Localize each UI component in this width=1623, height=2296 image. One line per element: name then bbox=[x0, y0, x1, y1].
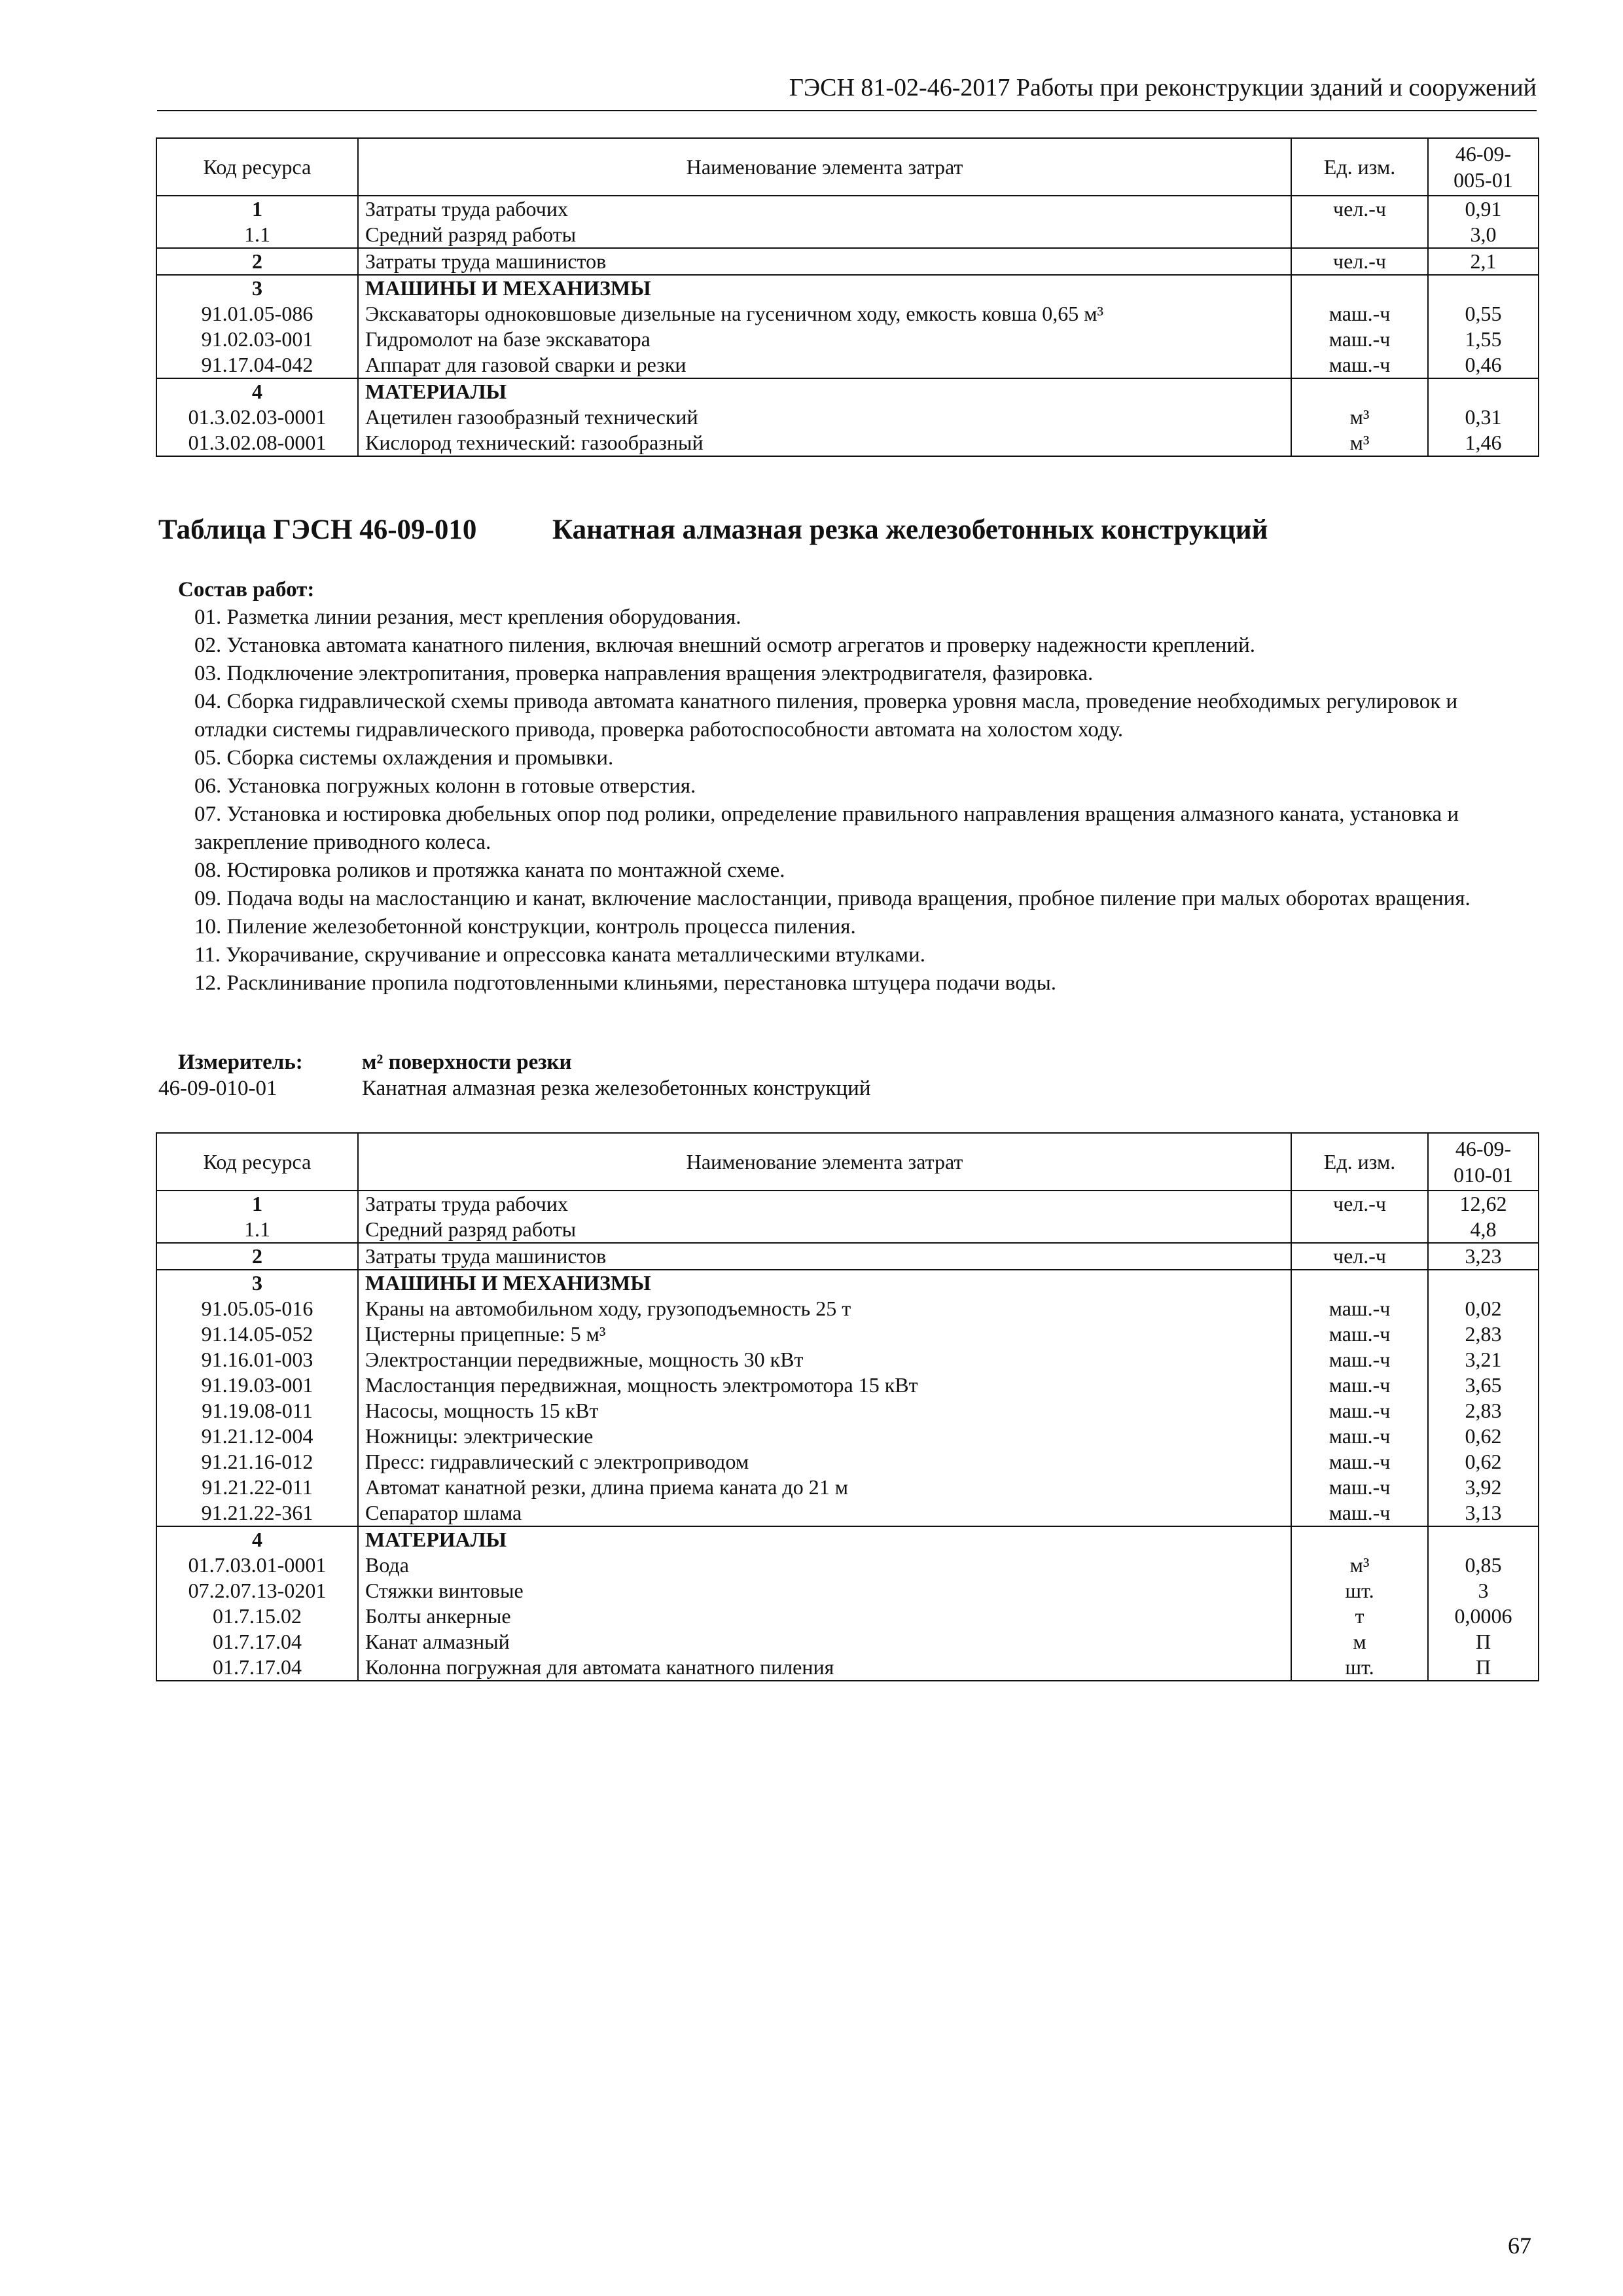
cell-name: Пресс: гидравлический с электроприводом bbox=[358, 1449, 1291, 1475]
cell-name: Ацетилен газообразный технический bbox=[358, 404, 1291, 430]
table-row bbox=[156, 275, 1539, 301]
cell-unit: чел.-ч bbox=[1291, 196, 1428, 222]
cell-name: Маслостанция передвижная, мощность электромотора 15 кВт bbox=[358, 1372, 1291, 1398]
table-header-row bbox=[156, 1133, 1539, 1191]
cell-name: Электростанции передвижные, мощность 30 кВт bbox=[358, 1347, 1291, 1372]
cell-name: Вода bbox=[358, 1552, 1291, 1578]
cell-code: 1 bbox=[156, 1191, 358, 1217]
cell-code: 91.16.01-003 bbox=[156, 1347, 358, 1372]
cell-unit: чел.-ч bbox=[1291, 1243, 1428, 1270]
cell-value: 4,8 bbox=[1428, 1217, 1539, 1243]
cell-code: 01.3.02.08-0001 bbox=[156, 430, 358, 456]
cell-unit: маш.-ч bbox=[1291, 1475, 1428, 1500]
cell-code: 01.7.17.04 bbox=[156, 1629, 358, 1655]
cell-name: Автомат канатной резки, длина приема каната до 21 м bbox=[358, 1475, 1291, 1500]
cell-code: 91.19.03-001 bbox=[156, 1372, 358, 1398]
table-row bbox=[156, 1398, 1539, 1424]
cell-unit: маш.-ч bbox=[1291, 1296, 1428, 1321]
norm-description: Канатная алмазная резка железобетонных конструкций bbox=[362, 1077, 871, 1100]
work-item: 04. Сборка гидравлической схемы привода автомата канатного пиления, проверка уровня масла, проведение необходимых регулировок и отладки системы гидравлического привода, проверка работоспособности автомата на холостом ходу. bbox=[194, 690, 1458, 742]
cell-name: МАШИНЫ И МЕХАНИЗМЫ bbox=[358, 275, 1291, 301]
cell-name: Затраты труда рабочих bbox=[358, 1191, 1291, 1217]
cell-name: Затраты труда машинистов bbox=[358, 1243, 1291, 1270]
work-item: 07. Установка и юстировка дюбельных опор под ролики, определение правильного направления вращения алмазного каната, установка и закрепление приводного колеса. bbox=[194, 802, 1459, 854]
table-row bbox=[156, 352, 1539, 378]
cell-code: 91.21.22-011 bbox=[156, 1475, 358, 1500]
cell-unit: маш.-ч bbox=[1291, 327, 1428, 352]
cell-unit bbox=[1291, 1217, 1428, 1243]
section-title-code: Таблица ГЭСН 46-09-010 bbox=[158, 514, 477, 545]
header-norm: 46-09- 005-01 bbox=[1428, 138, 1539, 196]
cell-code: 91.14.05-052 bbox=[156, 1321, 358, 1347]
cell-code: 91.05.05-016 bbox=[156, 1296, 358, 1321]
cell-code: 3 bbox=[156, 275, 358, 301]
cell-value: 0,62 bbox=[1428, 1449, 1539, 1475]
cell-name: Канат алмазный bbox=[358, 1629, 1291, 1655]
cell-value: 2,83 bbox=[1428, 1321, 1539, 1347]
header-name: Наименование элемента затрат bbox=[358, 1133, 1291, 1191]
cell-unit: м³ bbox=[1291, 430, 1428, 456]
cell-unit: маш.-ч bbox=[1291, 352, 1428, 378]
table-row bbox=[156, 248, 1539, 275]
cell-unit: м³ bbox=[1291, 404, 1428, 430]
work-item: 02. Установка автомата канатного пиления, включая внешний осмотр агрегатов и проверку надежности креплений. bbox=[194, 634, 1255, 657]
cell-unit: чел.-ч bbox=[1291, 1191, 1428, 1217]
cell-code: 2 bbox=[156, 1243, 358, 1270]
cell-value: 0,31 bbox=[1428, 404, 1539, 430]
running-header-text: ГЭСН 81-02-46-2017 Работы при реконструкции зданий и сооружений bbox=[789, 74, 1537, 101]
cell-name: Краны на автомобильном ходу, грузоподъемность 25 т bbox=[358, 1296, 1291, 1321]
norm-code: 46-09-010-01 bbox=[158, 1077, 277, 1100]
table-row bbox=[156, 1629, 1539, 1655]
cell-code: 1 bbox=[156, 196, 358, 222]
header-name: Наименование элемента затрат bbox=[358, 138, 1291, 196]
header-code: Код ресурса bbox=[156, 1133, 358, 1191]
resource-table-46-09-010 bbox=[156, 1132, 1539, 1681]
cell-value: 0,62 bbox=[1428, 1424, 1539, 1449]
cell-unit bbox=[1291, 275, 1428, 301]
table-row bbox=[156, 1296, 1539, 1321]
cell-name: Насосы, мощность 15 кВт bbox=[358, 1398, 1291, 1424]
table-row bbox=[156, 1243, 1539, 1270]
work-item: 06. Установка погружных колонн в готовые отверстия. bbox=[194, 774, 696, 798]
resource-table-46-09-005 bbox=[156, 137, 1539, 457]
table-row bbox=[156, 1347, 1539, 1372]
cell-code: 1.1 bbox=[156, 222, 358, 248]
cell-value: 0,0006 bbox=[1428, 1604, 1539, 1629]
table-row bbox=[156, 1270, 1539, 1296]
cell-value: 0,91 bbox=[1428, 196, 1539, 222]
table-row bbox=[156, 1655, 1539, 1681]
cell-code: 3 bbox=[156, 1270, 358, 1296]
cell-unit: маш.-ч bbox=[1291, 1398, 1428, 1424]
cell-code: 01.7.15.02 bbox=[156, 1604, 358, 1629]
table-row bbox=[156, 404, 1539, 430]
cell-name: Кислород технический: газообразный bbox=[358, 430, 1291, 456]
cell-value: 3,65 bbox=[1428, 1372, 1539, 1398]
cell-unit bbox=[1291, 222, 1428, 248]
page-number: 67 bbox=[1508, 2233, 1531, 2259]
cell-unit: шт. bbox=[1291, 1655, 1428, 1681]
cell-value bbox=[1428, 378, 1539, 404]
cell-name: Средний разряд работы bbox=[358, 222, 1291, 248]
section-title-text: Канатная алмазная резка железобетонных конструкций bbox=[552, 514, 1268, 545]
cell-value: 0,85 bbox=[1428, 1552, 1539, 1578]
cell-name: Сепаратор шлама bbox=[358, 1500, 1291, 1526]
table-header-row bbox=[156, 138, 1539, 196]
table-row bbox=[156, 1449, 1539, 1475]
cell-code: 01.7.17.04 bbox=[156, 1655, 358, 1681]
work-item: 10. Пиление железобетонной конструкции, контроль процесса пиления. bbox=[194, 915, 856, 939]
cell-code: 91.02.03-001 bbox=[156, 327, 358, 352]
header-norm: 46-09- 010-01 bbox=[1428, 1133, 1539, 1191]
table-row bbox=[156, 196, 1539, 222]
cell-unit bbox=[1291, 1526, 1428, 1552]
header-unit: Ед. изм. bbox=[1291, 1133, 1428, 1191]
cell-value: 0,46 bbox=[1428, 352, 1539, 378]
cell-unit: маш.-ч bbox=[1291, 1500, 1428, 1526]
table-row bbox=[156, 222, 1539, 248]
table-row bbox=[156, 1424, 1539, 1449]
cell-code: 91.21.16-012 bbox=[156, 1449, 358, 1475]
cell-name: МАТЕРИАЛЫ bbox=[358, 1526, 1291, 1552]
cell-value: 3,0 bbox=[1428, 222, 1539, 248]
cell-unit: м bbox=[1291, 1629, 1428, 1655]
cell-value: 3,23 bbox=[1428, 1243, 1539, 1270]
cell-name: Средний разряд работы bbox=[358, 1217, 1291, 1243]
cell-code: 91.21.22-361 bbox=[156, 1500, 358, 1526]
table-row bbox=[156, 327, 1539, 352]
cell-value: П bbox=[1428, 1655, 1539, 1681]
cell-unit: шт. bbox=[1291, 1578, 1428, 1604]
cell-value bbox=[1428, 275, 1539, 301]
measure-value: м² поверхности резки bbox=[362, 1050, 572, 1074]
work-item: 09. Подача воды на маслостанцию и канат, включение маслостанции, привода вращения, пробное пиление при малых оборотах вращения. bbox=[194, 887, 1471, 910]
table-row bbox=[156, 1217, 1539, 1243]
cell-unit: маш.-ч bbox=[1291, 1449, 1428, 1475]
cell-value: 3,21 bbox=[1428, 1347, 1539, 1372]
cell-code: 91.19.08-011 bbox=[156, 1398, 358, 1424]
cell-name: Экскаваторы одноковшовые дизельные на гусеничном ходу, емкость ковша 0,65 м³ bbox=[358, 301, 1291, 327]
cell-value bbox=[1428, 1270, 1539, 1296]
cell-code: 01.3.02.03-0001 bbox=[156, 404, 358, 430]
table-row bbox=[156, 1321, 1539, 1347]
cell-unit: маш.-ч bbox=[1291, 1372, 1428, 1398]
cell-value: 3,13 bbox=[1428, 1500, 1539, 1526]
table-row bbox=[156, 378, 1539, 404]
header-unit: Ед. изм. bbox=[1291, 138, 1428, 196]
cell-unit: чел.-ч bbox=[1291, 248, 1428, 275]
cell-value: 3,92 bbox=[1428, 1475, 1539, 1500]
table-row bbox=[156, 1604, 1539, 1629]
cell-name: Цистерны прицепные: 5 м³ bbox=[358, 1321, 1291, 1347]
works-list bbox=[194, 603, 1529, 997]
works-heading: Состав работ: bbox=[178, 578, 315, 601]
work-item: 03. Подключение электропитания, проверка направления вращения электродвигателя, фазировка. bbox=[194, 662, 1094, 685]
cell-code: 91.01.05-086 bbox=[156, 301, 358, 327]
cell-name: Затраты труда рабочих bbox=[358, 196, 1291, 222]
table-row bbox=[156, 1526, 1539, 1552]
cell-code: 01.7.03.01-0001 bbox=[156, 1552, 358, 1578]
table-row bbox=[156, 1500, 1539, 1526]
table-row bbox=[156, 1578, 1539, 1604]
measure-label: Измеритель: bbox=[178, 1050, 303, 1074]
table-row bbox=[156, 1475, 1539, 1500]
cell-value: П bbox=[1428, 1629, 1539, 1655]
cell-code: 91.21.12-004 bbox=[156, 1424, 358, 1449]
cell-name: Затраты труда машинистов bbox=[358, 248, 1291, 275]
work-item: 01. Разметка линии резания, мест крепления оборудования. bbox=[194, 605, 741, 629]
cell-code: 1.1 bbox=[156, 1217, 358, 1243]
cell-value: 2,83 bbox=[1428, 1398, 1539, 1424]
work-item: 12. Расклинивание пропила подготовленными клиньями, перестановка штуцера подачи воды. bbox=[194, 971, 1057, 995]
cell-name: Аппарат для газовой сварки и резки bbox=[358, 352, 1291, 378]
header-code: Код ресурса bbox=[156, 138, 358, 196]
work-item: 08. Юстировка роликов и протяжка каната по монтажной схеме. bbox=[194, 859, 785, 882]
cell-unit: маш.-ч bbox=[1291, 301, 1428, 327]
cell-value: 1,55 bbox=[1428, 327, 1539, 352]
work-item: 05. Сборка системы охлаждения и промывки. bbox=[194, 746, 614, 770]
cell-unit bbox=[1291, 1270, 1428, 1296]
cell-unit: т bbox=[1291, 1604, 1428, 1629]
cell-code: 91.17.04-042 bbox=[156, 352, 358, 378]
cell-unit: м³ bbox=[1291, 1552, 1428, 1578]
cell-name: Стяжки винтовые bbox=[358, 1578, 1291, 1604]
cell-value: 1,46 bbox=[1428, 430, 1539, 456]
cell-value bbox=[1428, 1526, 1539, 1552]
running-header bbox=[157, 72, 1537, 111]
cell-code: 2 bbox=[156, 248, 358, 275]
cell-code: 4 bbox=[156, 1526, 358, 1552]
table-row bbox=[156, 430, 1539, 456]
cell-code: 07.2.07.13-0201 bbox=[156, 1578, 358, 1604]
work-item: 11. Укорачивание, скручивание и опрессовка каната металлическими втулками. bbox=[194, 943, 925, 967]
cell-unit: маш.-ч bbox=[1291, 1321, 1428, 1347]
cell-unit: маш.-ч bbox=[1291, 1424, 1428, 1449]
cell-name: МАТЕРИАЛЫ bbox=[358, 378, 1291, 404]
table-row bbox=[156, 301, 1539, 327]
cell-value: 0,02 bbox=[1428, 1296, 1539, 1321]
cell-name: МАШИНЫ И МЕХАНИЗМЫ bbox=[358, 1270, 1291, 1296]
cell-name: Гидромолот на базе экскаватора bbox=[358, 327, 1291, 352]
cell-name: Болты анкерные bbox=[358, 1604, 1291, 1629]
section-title bbox=[158, 514, 1268, 546]
cell-name: Ножницы: электрические bbox=[358, 1424, 1291, 1449]
cell-unit: маш.-ч bbox=[1291, 1347, 1428, 1372]
table-row bbox=[156, 1191, 1539, 1217]
cell-value: 3 bbox=[1428, 1578, 1539, 1604]
cell-code: 4 bbox=[156, 378, 358, 404]
cell-value: 12,62 bbox=[1428, 1191, 1539, 1217]
table-row bbox=[156, 1372, 1539, 1398]
table-row bbox=[156, 1552, 1539, 1578]
cell-unit bbox=[1291, 378, 1428, 404]
cell-value: 0,55 bbox=[1428, 301, 1539, 327]
cell-name: Колонна погружная для автомата канатного пиления bbox=[358, 1655, 1291, 1681]
cell-value: 2,1 bbox=[1428, 248, 1539, 275]
